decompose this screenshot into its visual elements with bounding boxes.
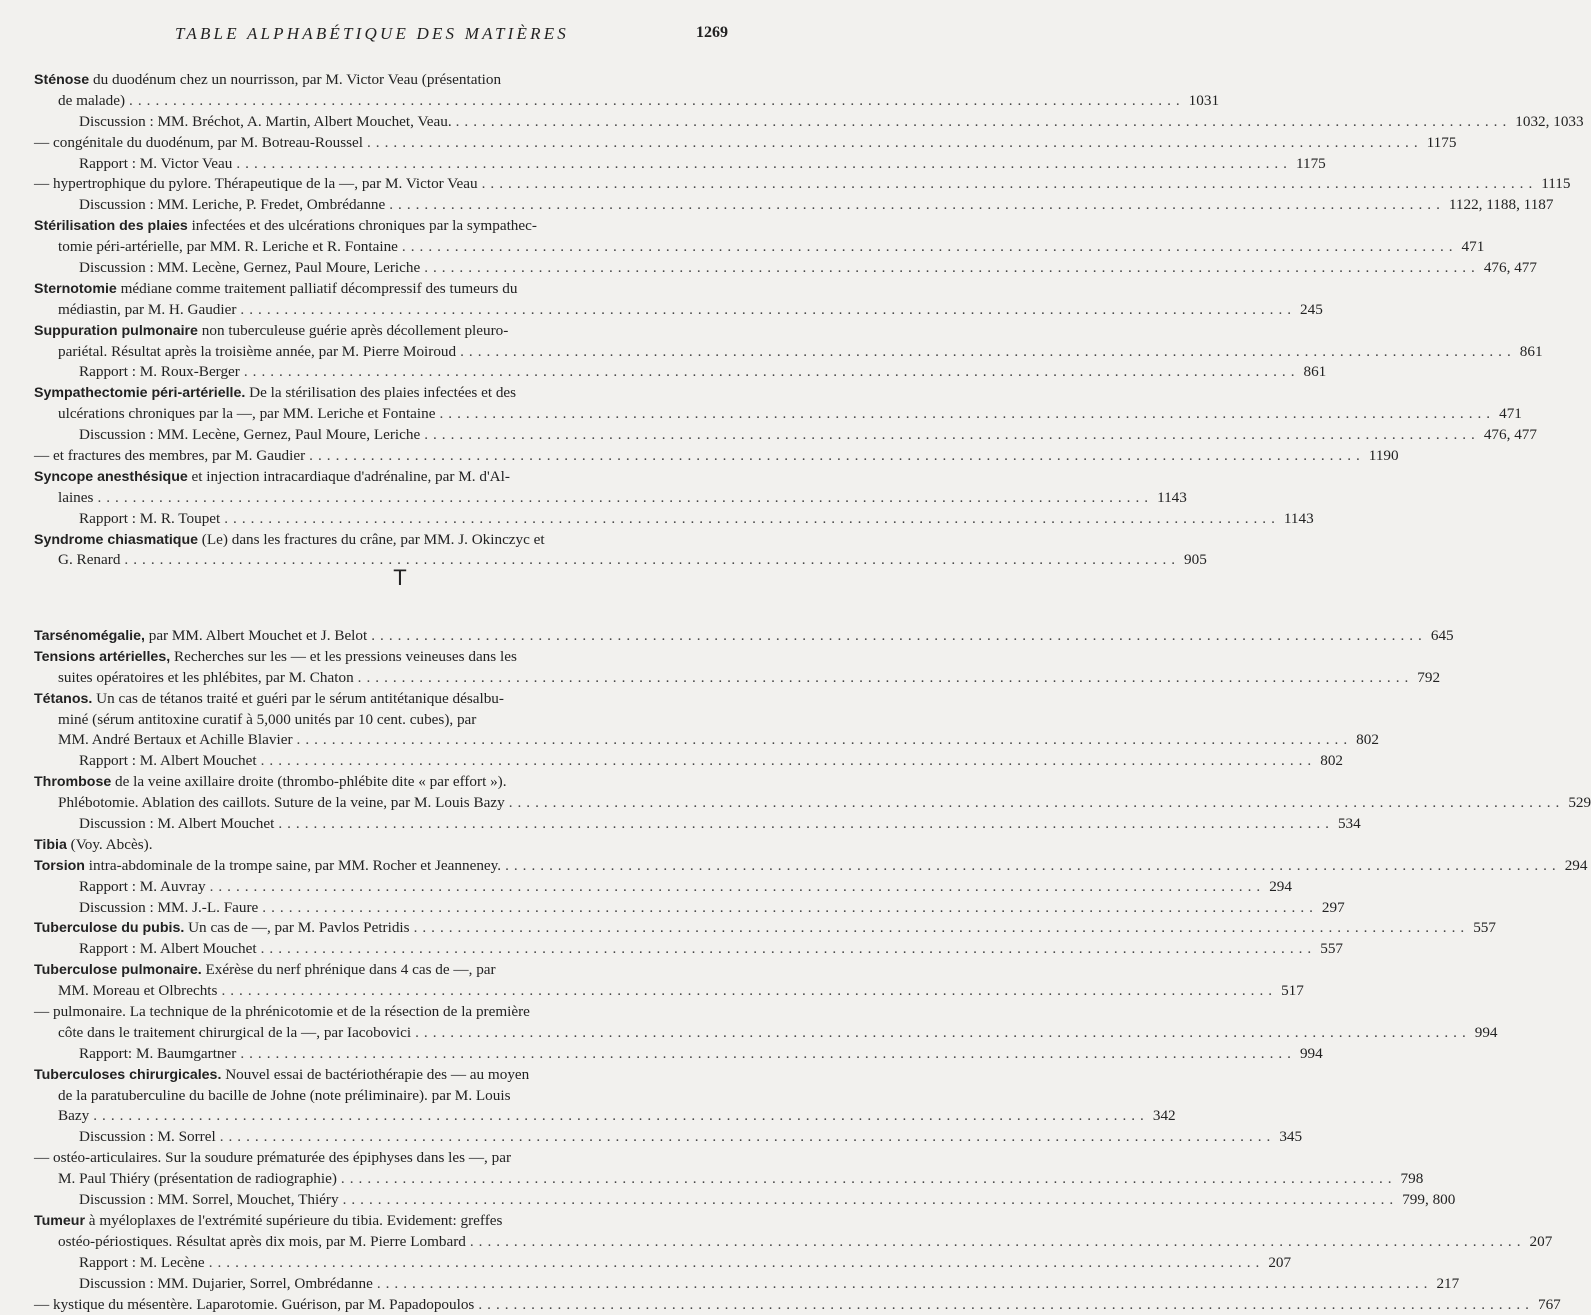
leader-dots: ........................................................................................................................ — [505, 856, 1561, 877]
entry-text: non tuberculeuse guérie après décollement pleuro- — [198, 322, 508, 339]
index-entry — [0, 70, 800, 216]
entry-line — [0, 1211, 800, 1232]
entry-line — [0, 1127, 800, 1148]
entry-text: Discussion : MM. J.-L. Faure — [79, 899, 258, 916]
entry-line — [0, 1148, 800, 1169]
entry-heading: Torsion — [34, 858, 85, 874]
entry-line — [0, 647, 800, 668]
page-reference: 1031 — [1189, 91, 1219, 112]
page-reference: 802 — [1320, 751, 1343, 772]
entry-text: et injection intracardiaque d'adrénaline, par M. d'Al- — [188, 468, 510, 485]
entry-line — [0, 70, 800, 91]
entry-text: Exérèse du nerf phrénique dans 4 cas de —, par — [202, 961, 496, 978]
entry-line — [0, 488, 800, 509]
leader-dots: ........................................................................................................................ — [309, 446, 1365, 467]
leader-dots: ........................................................................................................................ — [224, 509, 1280, 530]
index-entry — [0, 960, 800, 1064]
leader-dots: ........................................................................................................................ — [278, 814, 1334, 835]
entry-heading: Stérilisation des plaies — [34, 218, 188, 234]
page-reference: 217 — [1436, 1274, 1459, 1295]
index-entry — [0, 216, 800, 279]
page-reference: 861 — [1303, 362, 1326, 383]
entry-line — [0, 626, 800, 647]
entry-heading: Thrombose — [34, 774, 111, 790]
index-entry — [0, 1065, 800, 1211]
leader-dots: ........................................................................................................................ — [124, 550, 1180, 571]
entry-text: pariétal. Résultat après la troisième année, par M. Pierre Moiroud — [58, 343, 456, 360]
page-reference: 207 — [1268, 1253, 1291, 1274]
entry-line — [0, 1044, 800, 1065]
index-entry — [0, 772, 800, 835]
entry-line — [0, 300, 800, 321]
entry-text: suites opératoires et les phlébites, par M. Chaton — [58, 669, 354, 686]
page-reference: 557 — [1320, 939, 1343, 960]
entry-text: Rapport : M. Albert Mouchet — [79, 940, 257, 957]
index-entry — [0, 856, 800, 919]
leader-dots: ........................................................................................................................ — [93, 1106, 1149, 1127]
page-reference: 471 — [1462, 237, 1485, 258]
entry-line — [0, 237, 800, 258]
leader-dots: ........................................................................................................................ — [221, 981, 1277, 1002]
entry-text: de la veine axillaire droite (thrombo-phlébite dite « par effort »). — [111, 773, 506, 790]
entry-text: (Le) dans les fractures du crâne, par MM. J. Okinczyc et — [198, 531, 545, 548]
entry-text: côte dans le traitement chirurgical de la —, par Iacobovici — [58, 1024, 411, 1041]
section-s-entries — [0, 70, 800, 571]
leader-dots: ........................................................................................................................ — [129, 91, 1185, 112]
entry-line — [0, 898, 800, 919]
leader-dots: ........................................................................................................................ — [439, 404, 1495, 425]
page-reference: 557 — [1473, 918, 1496, 939]
entry-line — [0, 835, 800, 856]
page-reference: 342 — [1153, 1106, 1176, 1127]
entry-line — [0, 383, 800, 404]
entry-line — [0, 154, 800, 175]
leader-dots: ........................................................................................................................ — [97, 488, 1153, 509]
entry-text: ostéo-périostiques. Résultat après dix mois, par M. Pierre Lombard — [58, 1233, 466, 1250]
entry-text: Discussion : MM. Dujarier, Sorrel, Ombrédanne — [79, 1275, 373, 1292]
entry-heading: Sténose — [34, 72, 89, 88]
entry-text: Un cas de —, par M. Pavlos Petridis — [184, 919, 409, 936]
entry-line — [0, 1253, 800, 1274]
page-reference: 792 — [1417, 668, 1440, 689]
index-entry — [0, 467, 800, 530]
page-number: 1269 — [696, 24, 728, 42]
entry-heading: Syncope anesthésique — [34, 469, 188, 485]
entry-text: — congénitale du duodénum, par M. Botreau-Roussel — [34, 134, 363, 151]
leader-dots: ........................................................................................................................ — [402, 237, 1458, 258]
index-entry — [0, 918, 800, 960]
leader-dots: ........................................................................................................................ — [209, 1253, 1265, 1274]
leader-dots: ........................................................................................................................ — [456, 112, 1512, 133]
entry-text: de la paratuberculine du bacille de Johne (note préliminaire). par M. Louis — [58, 1087, 511, 1104]
page-reference: 471 — [1499, 404, 1522, 425]
index-entry — [0, 835, 800, 856]
entry-text: MM. Moreau et Olbrechts — [58, 982, 217, 999]
entry-line — [0, 668, 800, 689]
entry-heading: Suppuration pulmonaire — [34, 323, 198, 339]
page-reference: 294 — [1565, 856, 1588, 877]
entry-heading: Tuberculose du pubis. — [34, 920, 184, 936]
leader-dots: ........................................................................................................................ — [358, 668, 1414, 689]
entry-text: — kystique du mésentère. Laparotomie. Guérison, par M. Papadopoulos — [34, 1296, 474, 1313]
entry-text: par MM. Albert Mouchet et J. Belot — [145, 627, 367, 644]
entry-heading: Tarsénomégalie, — [34, 628, 145, 644]
leader-dots: ........................................................................................................................ — [509, 793, 1565, 814]
entry-heading: Sternotomie — [34, 281, 117, 297]
entry-line — [0, 530, 800, 551]
entry-text: De la stérilisation des plaies infectées et des — [245, 384, 516, 401]
running-head — [0, 24, 800, 46]
entry-heading: Tuberculose pulmonaire. — [34, 962, 202, 978]
entry-line — [0, 112, 800, 133]
entry-text: ulcérations chroniques par la —, par MM. Leriche et Fontaine — [58, 405, 435, 422]
leader-dots: ........................................................................................................................ — [414, 918, 1470, 939]
leader-dots: ........................................................................................................................ — [482, 174, 1538, 195]
leader-dots: ........................................................................................................................ — [261, 939, 1317, 960]
entry-line — [0, 91, 800, 112]
index-entry — [0, 1211, 800, 1315]
entry-line — [0, 1232, 800, 1253]
index-entry — [0, 383, 800, 467]
entry-line — [0, 1086, 800, 1107]
entry-text: Rapport : M. Victor Veau — [79, 155, 232, 172]
entry-text: Discussion : M. Sorrel — [79, 1128, 216, 1145]
entry-text: du duodénum chez un nourrisson, par M. Victor Veau (présentation — [89, 71, 501, 88]
entry-text: laines — [58, 489, 93, 506]
entry-text: médiastin, par M. H. Gaudier — [58, 301, 236, 318]
leader-dots: ........................................................................................................................ — [343, 1190, 1399, 1211]
leader-dots: ........................................................................................................................ — [478, 1295, 1534, 1315]
leader-dots: ........................................................................................................................ — [424, 425, 1480, 446]
entry-line — [0, 793, 800, 814]
entry-text: Rapport: M. Baumgartner — [79, 1045, 236, 1062]
entry-line — [0, 1023, 800, 1044]
page-reference: 345 — [1279, 1127, 1302, 1148]
entry-text: Rapport : M. Roux-Berger — [79, 363, 240, 380]
entry-line — [0, 730, 800, 751]
entry-line — [0, 856, 800, 877]
entry-line — [0, 751, 800, 772]
entry-text: Nouvel essai de bactériothérapie des — au moyen — [221, 1066, 529, 1083]
index-entry — [0, 689, 800, 773]
entry-line — [0, 1190, 800, 1211]
entry-text: G. Renard — [58, 551, 120, 568]
entry-line — [0, 133, 800, 154]
leader-dots: ........................................................................................................................ — [261, 751, 1317, 772]
leader-dots: ........................................................................................................................ — [297, 730, 1353, 751]
leader-dots: ........................................................................................................................ — [470, 1232, 1526, 1253]
page-reference: 294 — [1269, 877, 1292, 898]
page-reference: 994 — [1300, 1044, 1323, 1065]
leader-dots: ........................................................................................................................ — [220, 1127, 1276, 1148]
page-reference: 1190 — [1369, 446, 1399, 467]
entry-heading: Tuberculoses chirurgicales. — [34, 1067, 221, 1083]
entry-text: Rapport : M. Lecène — [79, 1254, 205, 1271]
page-reference: 645 — [1431, 626, 1454, 647]
entry-line — [0, 425, 800, 446]
entry-line — [0, 1169, 800, 1190]
entry-line — [0, 195, 800, 216]
entry-text: Phlébotomie. Ablation des caillots. Suture de la veine, par M. Louis Bazy — [58, 794, 505, 811]
leader-dots: ........................................................................................................................ — [424, 258, 1480, 279]
page-reference: 905 — [1184, 550, 1207, 571]
page-reference: 1175 — [1296, 154, 1326, 175]
entry-heading: Syndrome chiasmatique — [34, 532, 198, 548]
entry-heading: Tumeur — [34, 1213, 85, 1229]
entry-text: Discussion : MM. Bréchot, A. Martin, Albert Mouchet, Veau. — [79, 113, 452, 130]
entry-line — [0, 1065, 800, 1086]
entry-line — [0, 877, 800, 898]
entry-line — [0, 362, 800, 383]
entry-line — [0, 960, 800, 981]
entry-text: à myéloplaxes de l'extrémité supérieure du tibia. Evidement: greffes — [85, 1212, 502, 1229]
page-reference: 517 — [1281, 981, 1304, 1002]
entry-text: miné (sérum antitoxine curatif à 5,000 unités par 10 cent. cubes), par — [58, 711, 476, 728]
leader-dots: ........................................................................................................................ — [377, 1274, 1433, 1295]
leader-dots: ........................................................................................................................ — [389, 195, 1445, 216]
leader-dots: ........................................................................................................................ — [236, 154, 1292, 175]
leader-dots: ........................................................................................................................ — [460, 342, 1516, 363]
entry-line — [0, 279, 800, 300]
index-page — [0, 0, 800, 1292]
index-entry — [0, 626, 800, 647]
entry-line — [0, 981, 800, 1002]
entry-text: infectées et des ulcérations chroniques par la sympathec- — [188, 217, 537, 234]
entry-line — [0, 446, 800, 467]
entry-text: — hypertrophique du pylore. Thérapeutique de la —, par M. Victor Veau — [34, 175, 478, 192]
entry-line — [0, 918, 800, 939]
entry-text: Rapport : M. Auvray — [79, 878, 206, 895]
page-reference: 1143 — [1157, 488, 1187, 509]
index-entry — [0, 321, 800, 384]
leader-dots: ........................................................................................................................ — [341, 1169, 1397, 1190]
page-reference: 1122, 1188, 1187 — [1449, 195, 1554, 216]
page-reference: 767 — [1538, 1295, 1561, 1315]
entry-heading: Tensions artérielles, — [34, 649, 170, 665]
entry-line — [0, 216, 800, 237]
entry-line — [0, 342, 800, 363]
leader-dots: ........................................................................................................................ — [262, 898, 1318, 919]
page-reference: 207 — [1530, 1232, 1553, 1253]
entry-line — [0, 1274, 800, 1295]
entry-line — [0, 467, 800, 488]
entry-text: de malade) — [58, 92, 125, 109]
page-reference: 529 — [1568, 793, 1591, 814]
entry-line — [0, 321, 800, 342]
entry-text: Un cas de tétanos traité et guéri par le sérum antitétanique désalbu- — [92, 690, 504, 707]
entry-text: (Voy. Abcès). — [67, 836, 153, 853]
entry-line — [0, 814, 800, 835]
entry-line — [0, 1295, 800, 1315]
leader-dots: ........................................................................................................................ — [240, 300, 1296, 321]
entry-heading: Sympathectomie péri-artérielle. — [34, 385, 245, 401]
entry-text: Discussion : MM. Leriche, P. Fredet, Ombrédanne — [79, 196, 385, 213]
entry-text: Discussion : MM. Lecène, Gernez, Paul Moure, Leriche — [79, 259, 420, 276]
page-reference: 476, 477 — [1484, 258, 1537, 279]
page-reference: 799, 800 — [1402, 1190, 1455, 1211]
running-title: TABLE ALPHABÉTIQUE DES MATIÈRES — [175, 24, 569, 44]
entry-text: Recherches sur les — et les pressions veineuses dans les — [170, 648, 517, 665]
leader-dots: ........................................................................................................................ — [210, 877, 1266, 898]
entry-heading: Tétanos. — [34, 691, 92, 707]
entry-line — [0, 174, 800, 195]
entry-text: Discussion : M. Albert Mouchet — [79, 815, 274, 832]
leader-dots: ........................................................................................................................ — [240, 1044, 1296, 1065]
leader-dots: ........................................................................................................................ — [371, 626, 1427, 647]
entry-line — [0, 939, 800, 960]
page-reference: 534 — [1338, 814, 1361, 835]
page-reference: 861 — [1520, 342, 1543, 363]
leader-dots: ........................................................................................................................ — [415, 1023, 1471, 1044]
entry-text: Discussion : MM. Lecène, Gernez, Paul Moure, Leriche — [79, 426, 420, 443]
page-reference: 297 — [1322, 898, 1345, 919]
page-reference: 994 — [1475, 1023, 1498, 1044]
index-entry — [0, 279, 800, 321]
page-reference: 1175 — [1427, 133, 1457, 154]
entry-text: M. Paul Thiéry (présentation de radiographie) — [58, 1170, 337, 1187]
index-entry — [0, 647, 800, 689]
entry-text: intra-abdominale de la trompe saine, par MM. Rocher et Jeanneney. — [85, 857, 501, 874]
entry-text: MM. André Bertaux et Achille Blavier — [58, 731, 293, 748]
page-reference: 245 — [1300, 300, 1323, 321]
page-reference: 798 — [1401, 1169, 1424, 1190]
letter-heading: T — [0, 565, 800, 591]
entry-line — [0, 1106, 800, 1127]
entry-text: — pulmonaire. La technique de la phrénicotomie et de la résection de la première — [34, 1003, 530, 1020]
entry-text: médiane comme traitement palliatif décompressif des tumeurs du — [117, 280, 518, 297]
entry-text: — ostéo-articulaires. Sur la soudure prématurée des épiphyses dans les —, par — [34, 1149, 511, 1166]
page-reference: 1143 — [1284, 509, 1314, 530]
entry-text: Bazy — [58, 1107, 89, 1124]
entry-line — [0, 772, 800, 793]
entry-line — [0, 689, 800, 710]
leader-dots: ........................................................................................................................ — [367, 133, 1423, 154]
section-t-entries — [0, 626, 800, 1315]
leader-dots: ........................................................................................................................ — [244, 362, 1300, 383]
entry-text: tomie péri-artérielle, par MM. R. Leriche et R. Fontaine — [58, 238, 398, 255]
page-reference: 802 — [1356, 730, 1379, 751]
entry-text: Rapport : M. Albert Mouchet — [79, 752, 257, 769]
entry-text: — et fractures des membres, par M. Gaudier — [34, 447, 305, 464]
entry-line — [0, 710, 800, 731]
entry-line — [0, 1002, 800, 1023]
page-reference: 476, 477 — [1484, 425, 1537, 446]
entry-line — [0, 404, 800, 425]
page-reference: 1032, 1033 — [1515, 112, 1583, 133]
entry-line — [0, 509, 800, 530]
entry-text: Discussion : MM. Sorrel, Mouchet, Thiéry — [79, 1191, 339, 1208]
entry-line — [0, 258, 800, 279]
entry-heading: Tibia — [34, 837, 67, 853]
page-reference: 1115 — [1541, 174, 1570, 195]
entry-text: Rapport : M. R. Toupet — [79, 510, 220, 527]
